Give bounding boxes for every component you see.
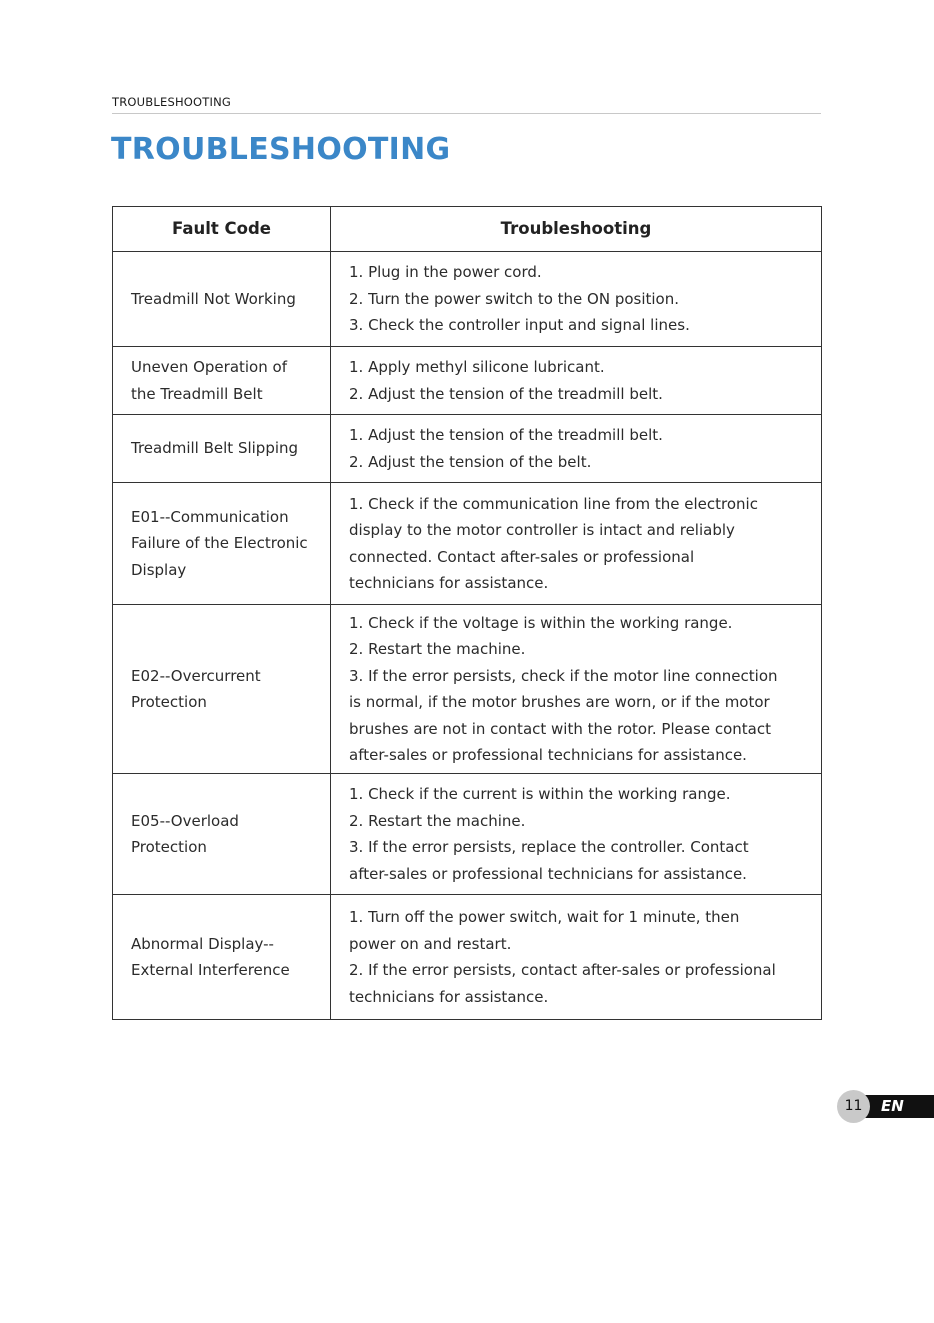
step-line: 1. Check if the voltage is within the working range. — [349, 613, 733, 632]
table-row — [113, 605, 822, 774]
language-label: EN — [881, 1097, 904, 1115]
fault-code-cell — [113, 252, 331, 347]
step-line: brushes are not in contact with the rotor. Please contact — [349, 719, 771, 738]
fault-code-line: Uneven Operation of — [131, 358, 287, 376]
step-line: 2. Adjust the tension of the belt. — [349, 452, 592, 471]
step-line: 1. Check if the current is within the working range. — [349, 785, 731, 803]
step-line: 1. Check if the communication line from the electronic — [349, 494, 758, 513]
fault-code-cell — [113, 483, 331, 605]
fault-code-line: E01--Communication — [131, 507, 289, 526]
fault-code-line: E02--Overcurrent — [131, 666, 261, 685]
fault-code-line: Failure of the Electronic — [131, 534, 308, 553]
fault-code-line: Protection — [131, 838, 207, 856]
step-line: is normal, if the motor brushes are worn, or if the motor — [349, 693, 770, 711]
fault-code-line: Protection — [131, 693, 207, 711]
fault-code-cell — [113, 895, 331, 1020]
step-line: after-sales or professional technicians for assistance. — [349, 864, 747, 883]
step-line: 2. Adjust the tension of the treadmill belt. — [349, 384, 663, 403]
step-line: 3. If the error persists, replace the controller. Contact — [349, 838, 749, 856]
header-divider — [112, 113, 821, 114]
troubleshooting-cell — [331, 415, 822, 483]
fault-code-cell — [113, 415, 331, 483]
step-line: 3. Check the controller input and signal lines. — [349, 316, 690, 335]
table-row — [113, 347, 822, 415]
fault-code-cell — [113, 605, 331, 774]
troubleshooting-table — [112, 206, 822, 1020]
step-line: 2. Restart the machine. — [349, 811, 526, 830]
troubleshooting-cell — [331, 252, 822, 347]
column-header-troubleshooting: Troubleshooting — [331, 207, 822, 252]
step-line: 2. Turn the power switch to the ON position. — [349, 289, 680, 308]
table-row — [113, 895, 822, 1020]
fault-code-line: Treadmill Not Working — [131, 289, 296, 308]
fault-code-line: E05--Overload — [131, 811, 239, 830]
running-header: TROUBLESHOOTING — [112, 95, 232, 109]
column-header-fault-code: Fault Code — [113, 207, 331, 252]
table-row — [113, 774, 822, 895]
step-line: 1. Turn off the power switch, wait for 1 minute, then — [349, 908, 740, 926]
page-number: 11 — [837, 1090, 870, 1123]
troubleshooting-cell — [331, 605, 822, 774]
step-line: connected. Contact after-sales or professional — [349, 547, 695, 566]
fault-code-line: the Treadmill Belt — [131, 384, 263, 403]
step-line: 2. If the error persists, contact after-sales or professional — [349, 961, 776, 979]
fault-code-cell — [113, 347, 331, 415]
step-line: after-sales or professional technicians for assistance. — [349, 746, 747, 764]
step-line: display to the motor controller is intact and reliably — [349, 521, 735, 539]
step-line: 1. Adjust the tension of the treadmill belt. — [349, 426, 663, 444]
table-row — [113, 415, 822, 483]
step-line: 3. If the error persists, check if the motor line connection — [349, 666, 778, 685]
fault-code-line: Treadmill Belt Slipping — [131, 439, 299, 458]
fault-code-cell — [113, 774, 331, 895]
fault-code-line: External Interference — [131, 961, 290, 979]
troubleshooting-cell — [331, 774, 822, 895]
troubleshooting-cell — [331, 483, 822, 605]
troubleshooting-cell — [331, 895, 822, 1020]
page-title: TROUBLESHOOTING — [111, 132, 451, 167]
troubleshooting-cell — [331, 347, 822, 415]
step-line: 1. Plug in the power cord. — [349, 263, 542, 282]
fault-code-line: Abnormal Display-- — [131, 934, 274, 953]
table-row — [113, 483, 822, 605]
step-line: technicians for assistance. — [349, 574, 549, 592]
step-line: 1. Apply methyl silicone lubricant. — [349, 358, 605, 376]
page-badge — [837, 1090, 934, 1123]
step-line: power on and restart. — [349, 934, 512, 953]
step-line: technicians for assistance. — [349, 987, 549, 1006]
fault-code-line: Display — [131, 560, 187, 579]
table-row — [113, 252, 822, 347]
table-header-row — [113, 207, 822, 252]
step-line: 2. Restart the machine. — [349, 640, 526, 658]
